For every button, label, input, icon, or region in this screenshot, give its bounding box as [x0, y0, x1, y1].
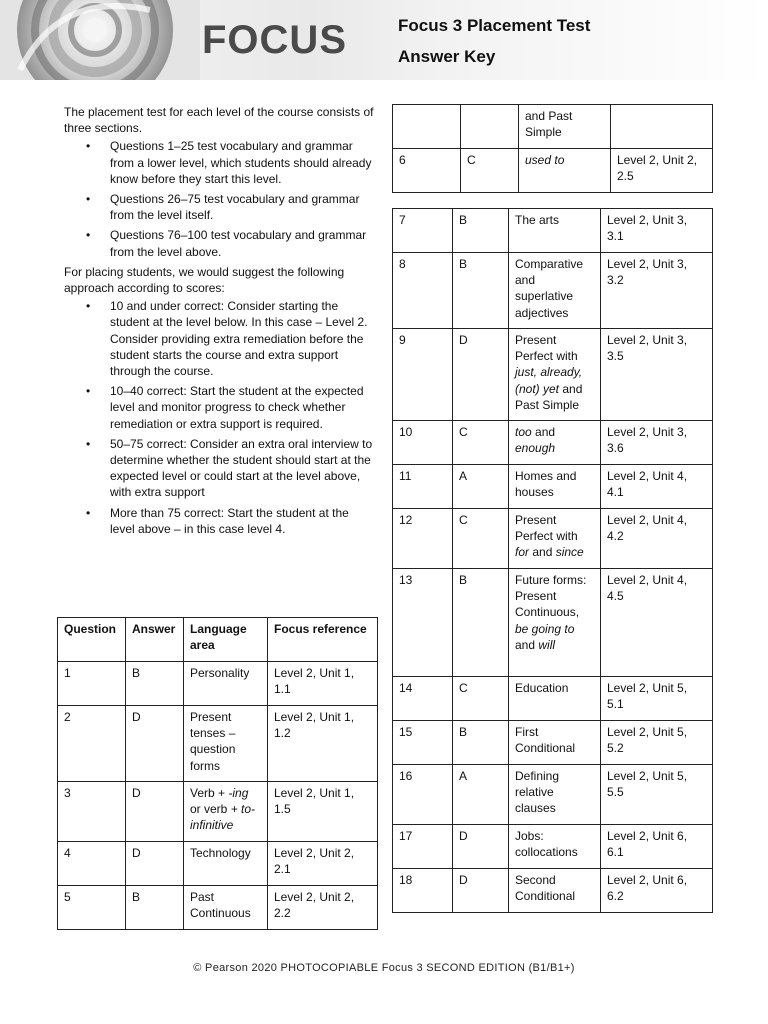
question-cell: 7 — [393, 209, 453, 253]
intro-paragraph: The placement test for each level of the course consists of three sections. — [64, 105, 374, 136]
question-cell: 16 — [393, 765, 453, 825]
table-row — [58, 706, 378, 782]
reference-cell: Level 2, Unit 2, 2.1 — [268, 842, 378, 886]
language-area-cell: Present Perfect with for and since — [509, 509, 601, 569]
language-area-cell: too and enough — [509, 421, 601, 465]
reference-cell: Level 2, Unit 3, 3.2 — [601, 253, 713, 329]
reference-cell: Level 2, Unit 4, 4.5 — [601, 569, 713, 677]
answer-cell: B — [453, 253, 509, 329]
table-row — [393, 509, 713, 569]
answer-cell: D — [126, 782, 184, 842]
page-header — [0, 0, 768, 80]
reference-cell: Level 2, Unit 3, 3.1 — [601, 209, 713, 253]
question-cell: 10 — [393, 421, 453, 465]
language-area-cell: Verb + -ing or verb + to-infinitive — [184, 782, 268, 842]
list-item: • 10–40 correct: Start the student at the expected level and monitor progress to check whether remediation or extra support is required. — [110, 383, 374, 432]
answer-cell: D — [453, 329, 509, 421]
answer-cell: B — [126, 886, 184, 930]
intro-section — [64, 104, 374, 541]
table-row — [393, 825, 713, 869]
language-area-cell: Jobs: collocations — [509, 825, 601, 869]
question-cell: 14 — [393, 677, 453, 721]
scores-list — [64, 298, 374, 537]
question-cell: 9 — [393, 329, 453, 421]
answer-cell: C — [453, 421, 509, 465]
list-item: • More than 75 correct: Start the student at the level above – in this case level 4. — [110, 505, 374, 537]
language-area-cell: and Past Simple — [519, 105, 611, 149]
brand-logo-text: FOCUS — [202, 18, 347, 62]
table-row — [393, 329, 713, 421]
question-cell: 4 — [58, 842, 126, 886]
language-area-cell: Defining relative clauses — [509, 765, 601, 825]
language-area-cell: Second Conditional — [509, 869, 601, 913]
column-header: Language area — [184, 618, 268, 662]
reference-cell: Level 2, Unit 2, 2.5 — [611, 149, 713, 193]
question-cell: 18 — [393, 869, 453, 913]
list-item: • Questions 26–75 test vocabulary and grammar from the level itself. — [110, 191, 374, 223]
table-row — [393, 677, 713, 721]
reference-cell: Level 2, Unit 5, 5.1 — [601, 677, 713, 721]
table-header-row — [58, 618, 378, 662]
language-area-cell: Homes and houses — [509, 465, 601, 509]
answer-cell: B — [453, 209, 509, 253]
reference-cell: Level 2, Unit 4, 4.2 — [601, 509, 713, 569]
language-area-cell: Present tenses – question forms — [184, 706, 268, 782]
answer-cell: C — [453, 677, 509, 721]
list-item: • 50–75 correct: Consider an extra oral interview to determine whether the student should start at the expected level or could start at the level above, with extra support — [110, 436, 374, 501]
answer-cell: A — [453, 465, 509, 509]
question-cell: 3 — [58, 782, 126, 842]
table-row — [58, 842, 378, 886]
question-cell: 6 — [393, 149, 461, 193]
question-cell: 1 — [58, 662, 126, 706]
reference-cell: Level 2, Unit 3, 3.6 — [601, 421, 713, 465]
question-cell: 5 — [58, 886, 126, 930]
answer-cell: B — [126, 662, 184, 706]
reference-cell: Level 2, Unit 2, 2.2 — [268, 886, 378, 930]
question-cell: 2 — [58, 706, 126, 782]
table-row — [393, 253, 713, 329]
language-area-cell: used to — [519, 149, 611, 193]
answer-table-right — [392, 208, 713, 913]
language-area-cell: Personality — [184, 662, 268, 706]
list-item: • 10 and under correct: Consider starting the student at the level below. In this case – Level 2. Consider providing extra remediation before the student starts the course and extra support through the course. — [110, 298, 374, 379]
intro-paragraph: For placing students, we would suggest the following approach according to scores: — [64, 264, 345, 296]
reference-cell — [611, 105, 713, 149]
reference-cell: Level 2, Unit 1, 1.1 — [268, 662, 378, 706]
language-area-cell: The arts — [509, 209, 601, 253]
answer-cell: D — [126, 706, 184, 782]
question-cell: 15 — [393, 721, 453, 765]
language-area-cell: Future forms: Present Continuous, be going to and will — [509, 569, 601, 677]
table-row — [58, 886, 378, 930]
table-row — [393, 569, 713, 677]
language-area-cell: Present Perfect with just, already, (not) yet and Past Simple — [509, 329, 601, 421]
question-cell — [393, 105, 461, 149]
page-title: Focus 3 Placement Test — [398, 16, 591, 35]
language-area-cell: Comparative and superlative adjectives — [509, 253, 601, 329]
focus-logo-swirl-icon — [0, 0, 200, 80]
table-row — [393, 765, 713, 825]
question-cell: 13 — [393, 569, 453, 677]
table-row — [393, 149, 713, 193]
table-row — [393, 465, 713, 509]
column-header: Question — [58, 618, 126, 662]
language-area-cell: Past Continuous — [184, 886, 268, 930]
table-row — [393, 421, 713, 465]
language-area-cell: Technology — [184, 842, 268, 886]
table-row — [58, 782, 378, 842]
language-area-cell: First Conditional — [509, 721, 601, 765]
reference-cell: Level 2, Unit 1, 1.2 — [268, 706, 378, 782]
table-row — [58, 662, 378, 706]
reference-cell: Level 2, Unit 6, 6.1 — [601, 825, 713, 869]
page-footer: © Pearson 2020 PHOTOCOPIABLE Focus 3 SECOND EDITION (B1/B1+) — [193, 962, 575, 974]
answer-cell: C — [461, 149, 519, 193]
answer-cell: D — [126, 842, 184, 886]
reference-cell: Level 2, Unit 3, 3.5 — [601, 329, 713, 421]
answer-table-left — [57, 617, 378, 930]
reference-cell: Level 2, Unit 1, 1.5 — [268, 782, 378, 842]
question-cell: 17 — [393, 825, 453, 869]
table-row — [393, 721, 713, 765]
reference-cell: Level 2, Unit 6, 6.2 — [601, 869, 713, 913]
reference-cell: Level 2, Unit 5, 5.2 — [601, 721, 713, 765]
table-row — [393, 105, 713, 149]
sections-list — [64, 138, 374, 259]
reference-cell: Level 2, Unit 4, 4.1 — [601, 465, 713, 509]
question-cell: 11 — [393, 465, 453, 509]
language-area-cell: Education — [509, 677, 601, 721]
answer-cell: B — [453, 569, 509, 677]
list-item: • Questions 76–100 test vocabulary and grammar from the level above. — [110, 227, 374, 259]
answer-table-continued — [392, 104, 713, 193]
table-row — [393, 869, 713, 913]
answer-cell: D — [453, 825, 509, 869]
page-subtitle: Answer Key — [398, 47, 496, 66]
column-header: Answer — [126, 618, 184, 662]
column-header: Focus reference — [268, 618, 378, 662]
question-cell: 8 — [393, 253, 453, 329]
answer-cell: C — [453, 509, 509, 569]
answer-cell: A — [453, 765, 509, 825]
question-cell: 12 — [393, 509, 453, 569]
list-item: • Questions 1–25 test vocabulary and grammar from a lower level, which students should already know before they start this level. — [110, 138, 374, 187]
answer-cell: D — [453, 869, 509, 913]
table-row — [393, 209, 713, 253]
answer-cell: B — [453, 721, 509, 765]
answer-cell — [461, 105, 519, 149]
reference-cell: Level 2, Unit 5, 5.5 — [601, 765, 713, 825]
